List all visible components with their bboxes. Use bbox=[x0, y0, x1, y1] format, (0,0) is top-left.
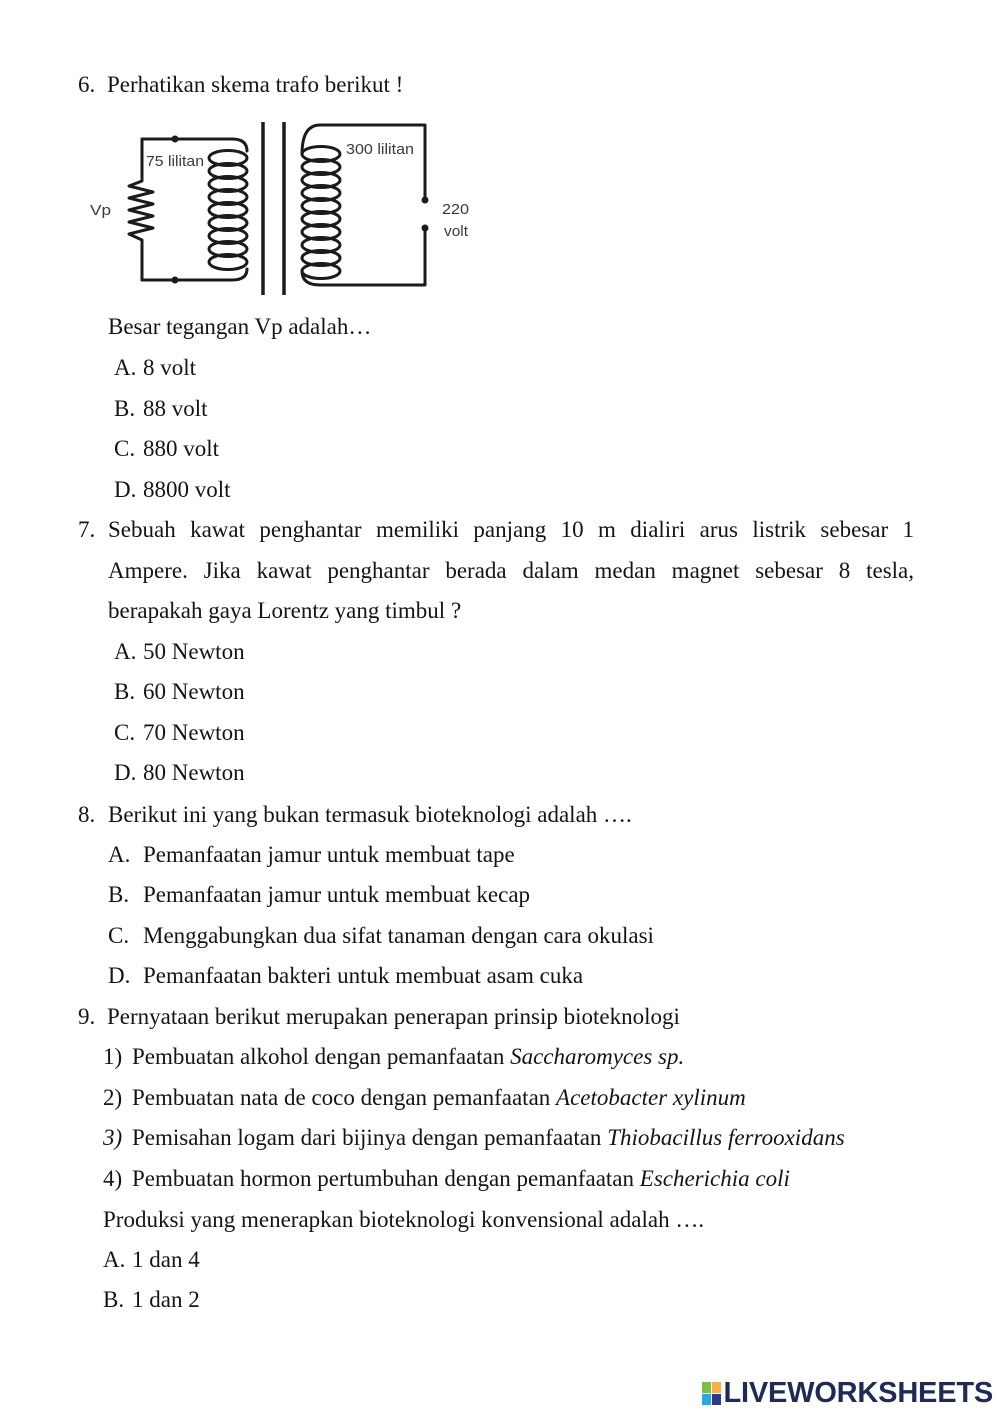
organism-name: Thiobacillus ferrooxidans bbox=[607, 1125, 845, 1150]
question-text: Perhatikan skema trafo berikut ! bbox=[107, 72, 404, 97]
statement-text: Pemisahan logam dari bijinya dengan pemanfaatan bbox=[132, 1125, 602, 1150]
option-letter: D. bbox=[114, 477, 137, 502]
statement-number: 1) bbox=[103, 1044, 123, 1069]
statement-text: Pembuatan nata de coco dengan pemanfaatan bbox=[132, 1085, 551, 1110]
q9-statement-4 bbox=[103, 1165, 790, 1193]
option-text: 50 Newton bbox=[143, 639, 245, 664]
question-number: 9. bbox=[78, 1004, 96, 1029]
question-number: 6. bbox=[78, 72, 96, 97]
statement-number: 2) bbox=[103, 1085, 123, 1110]
statement-text: Pembuatan hormon pertumbuhan dengan pemanfaatan bbox=[132, 1166, 635, 1191]
option-text: Pemanfaatan bakteri untuk membuat asam cuka bbox=[143, 963, 584, 988]
logo-icon-block bbox=[702, 1382, 711, 1393]
question-prompt: Produksi yang menerapkan bioteknologi konvensional adalah …. bbox=[103, 1207, 705, 1232]
organism-name: Saccharomyces sp. bbox=[510, 1044, 685, 1069]
option-letter: C. bbox=[108, 923, 130, 948]
question-9 bbox=[78, 1003, 680, 1031]
question-7-line-2 bbox=[108, 557, 914, 585]
option-text: 88 volt bbox=[143, 396, 208, 421]
question-text-line: Sebuah kawat penghantar memiliki panjang 10 m dialiri arus listrik sebesar 1 bbox=[108, 517, 914, 542]
option-letter: A. bbox=[108, 842, 131, 867]
option-letter: B. bbox=[114, 396, 136, 421]
terminal-dot bbox=[422, 197, 429, 204]
output-voltage-unit: volt bbox=[444, 223, 469, 240]
logo-wordmark: LIVEWORKSHEETS bbox=[723, 1377, 993, 1409]
option-text: Menggabungkan dua sifat tanaman dengan cara okulasi bbox=[143, 923, 654, 948]
option-text: 8 volt bbox=[143, 355, 197, 380]
q8-option-d[interactable] bbox=[108, 962, 583, 990]
q6-option-a[interactable] bbox=[114, 354, 196, 382]
option-letter: D. bbox=[114, 760, 137, 785]
q6-option-b[interactable] bbox=[114, 395, 208, 423]
option-letter: D. bbox=[108, 963, 131, 988]
liveworksheets-logo-icon bbox=[702, 1382, 721, 1405]
question-6 bbox=[78, 71, 403, 99]
q7-option-d[interactable] bbox=[114, 759, 245, 787]
q6-option-c[interactable] bbox=[114, 435, 219, 463]
secondary-turns-label: 300 lilitan bbox=[346, 141, 414, 158]
question-text-line: berapakah gaya Lorentz yang timbul ? bbox=[108, 598, 462, 623]
question-number: 7. bbox=[78, 517, 96, 542]
option-text: 1 dan 2 bbox=[132, 1287, 200, 1312]
logo-icon-block bbox=[712, 1382, 721, 1393]
q9-statement-1 bbox=[103, 1043, 684, 1071]
option-letter: A. bbox=[114, 639, 137, 664]
question-text: Pernyataan berikut merupakan penerapan prinsip bioteknologi bbox=[107, 1004, 680, 1029]
option-letter: C. bbox=[114, 436, 136, 461]
transformer-diagram bbox=[80, 112, 480, 302]
source-voltage-label: Vp bbox=[90, 202, 111, 219]
option-letter: B. bbox=[103, 1287, 125, 1312]
logo-icon-block bbox=[712, 1394, 721, 1405]
statement-number: 3) bbox=[103, 1125, 123, 1150]
question-7 bbox=[78, 516, 914, 544]
logo-icon-block bbox=[702, 1394, 711, 1405]
option-letter: B. bbox=[108, 882, 130, 907]
option-text: Pemanfaatan jamur untuk membuat tape bbox=[143, 842, 515, 867]
q7-option-a[interactable] bbox=[114, 638, 245, 666]
q8-option-c[interactable] bbox=[108, 922, 654, 950]
option-text: 60 Newton bbox=[143, 679, 245, 704]
terminal-dot bbox=[172, 277, 179, 284]
output-voltage-value: 220 bbox=[442, 201, 469, 218]
terminal-dot bbox=[172, 136, 179, 143]
liveworksheets-logo[interactable] bbox=[702, 1378, 994, 1408]
statement-number: 4) bbox=[103, 1166, 123, 1191]
q6-option-d[interactable] bbox=[114, 476, 231, 504]
option-text: 1 dan 4 bbox=[132, 1247, 200, 1272]
organism-name: Escherichia coli bbox=[639, 1166, 790, 1191]
question-8 bbox=[78, 801, 632, 829]
question-text-line: Ampere. Jika kawat penghantar berada dalam medan magnet sebesar 8 tesla, bbox=[108, 558, 914, 583]
option-letter: A. bbox=[103, 1247, 126, 1272]
q9-option-b[interactable] bbox=[103, 1286, 200, 1314]
option-letter: B. bbox=[114, 679, 136, 704]
question-prompt: Besar tegangan Vp adalah… bbox=[108, 314, 372, 339]
q7-option-b[interactable] bbox=[114, 678, 245, 706]
q9-statement-3 bbox=[103, 1124, 845, 1152]
option-text: Pemanfaatan jamur untuk membuat kecap bbox=[143, 882, 531, 907]
option-letter: A. bbox=[114, 355, 137, 380]
organism-name: Acetobacter xylinum bbox=[556, 1085, 746, 1110]
option-text: 880 volt bbox=[143, 436, 220, 461]
primary-turns-label: 75 lilitan bbox=[146, 153, 204, 170]
question-text: Berikut ini yang bukan termasuk bioteknologi adalah …. bbox=[108, 802, 632, 827]
question-number: 8. bbox=[78, 802, 96, 827]
q8-option-a[interactable] bbox=[108, 841, 515, 869]
statement-text: Pembuatan alkohol dengan pemanfaatan bbox=[132, 1044, 505, 1069]
option-letter: C. bbox=[114, 720, 136, 745]
option-text: 80 Newton bbox=[143, 760, 245, 785]
option-text: 8800 volt bbox=[143, 477, 231, 502]
option-text: 70 Newton bbox=[143, 720, 245, 745]
terminal-dot bbox=[422, 225, 429, 232]
q9-statement-2 bbox=[103, 1084, 746, 1112]
q8-option-b[interactable] bbox=[108, 881, 530, 909]
q7-option-c[interactable] bbox=[114, 719, 245, 747]
q9-option-a[interactable] bbox=[103, 1246, 200, 1274]
